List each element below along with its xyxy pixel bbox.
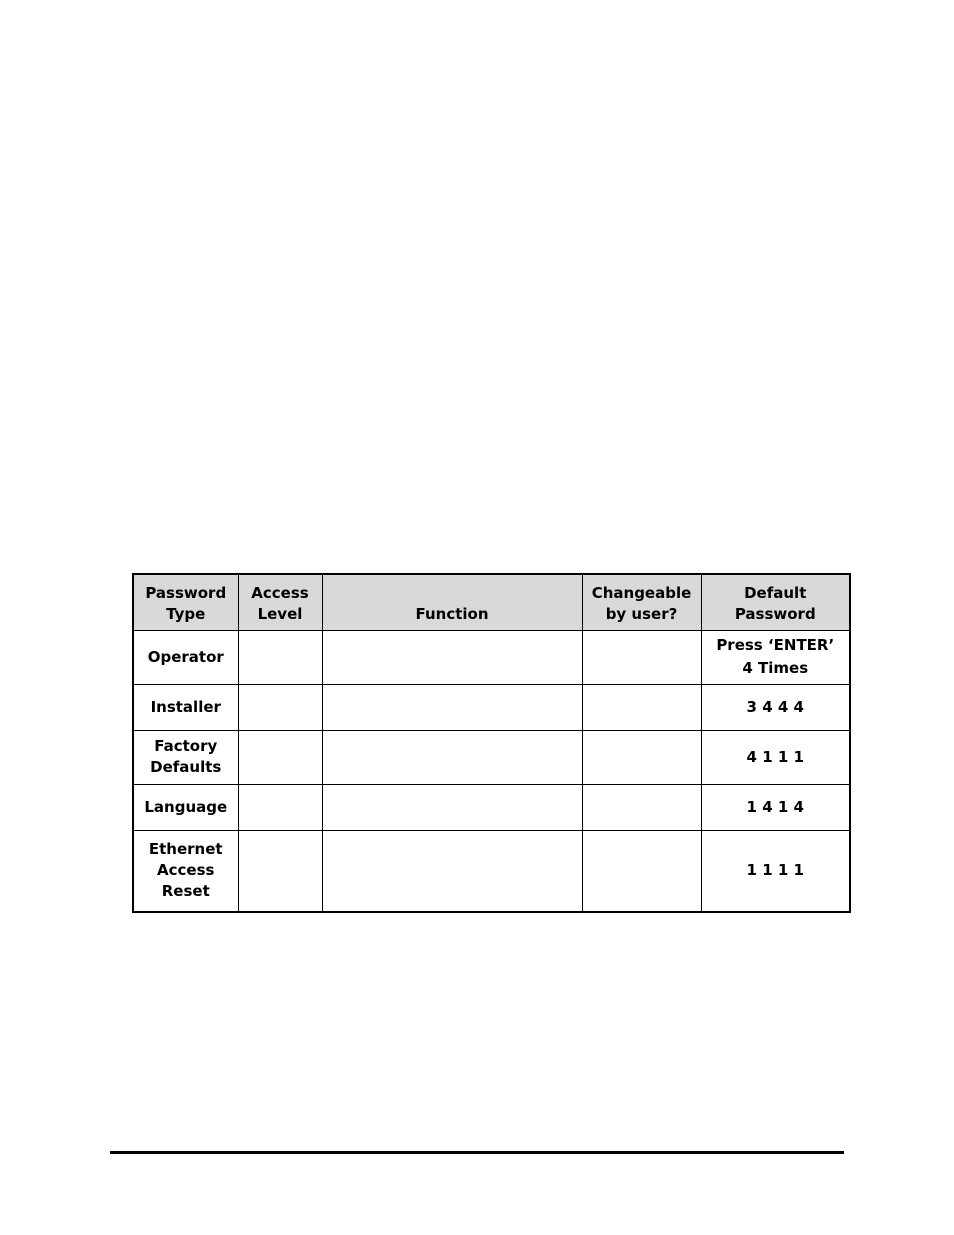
cell-password-type: Installer bbox=[133, 684, 238, 730]
footer-rule bbox=[110, 1151, 844, 1154]
cell-access-level bbox=[238, 830, 322, 912]
password-table-header bbox=[133, 574, 850, 630]
cell-default-password: 1 4 1 4 bbox=[701, 784, 850, 830]
table-row-installer bbox=[133, 684, 850, 730]
cell-changeable bbox=[582, 684, 701, 730]
cell-password-type: Language bbox=[133, 784, 238, 830]
cell-changeable bbox=[582, 830, 701, 912]
cell-function bbox=[322, 830, 582, 912]
cell-default-password: Press ‘ENTER’ 4 Times bbox=[701, 630, 850, 684]
table-row-ethernet-access-reset bbox=[133, 830, 850, 912]
header-function: Function bbox=[322, 574, 582, 630]
header-password-type: Password Type bbox=[133, 574, 238, 630]
header-changeable: Changeable by user? bbox=[582, 574, 701, 630]
header-access-level: Access Level bbox=[238, 574, 322, 630]
cell-password-type: Ethernet Access Reset bbox=[133, 830, 238, 912]
password-table bbox=[132, 573, 851, 913]
cell-default-password: 4 1 1 1 bbox=[701, 730, 850, 784]
cell-function bbox=[322, 784, 582, 830]
table-row-factory-defaults bbox=[133, 730, 850, 784]
cell-access-level bbox=[238, 630, 322, 684]
cell-password-type: Factory Defaults bbox=[133, 730, 238, 784]
password-table-body bbox=[133, 630, 850, 912]
table-row-language bbox=[133, 784, 850, 830]
cell-access-level bbox=[238, 684, 322, 730]
cell-function bbox=[322, 730, 582, 784]
cell-access-level bbox=[238, 784, 322, 830]
header-default-password: Default Password bbox=[701, 574, 850, 630]
cell-changeable bbox=[582, 730, 701, 784]
cell-access-level bbox=[238, 730, 322, 784]
table-row-operator bbox=[133, 630, 850, 684]
cell-default-password: 1 1 1 1 bbox=[701, 830, 850, 912]
cell-password-type: Operator bbox=[133, 630, 238, 684]
cell-default-password: 3 4 4 4 bbox=[701, 684, 850, 730]
cell-function bbox=[322, 630, 582, 684]
cell-function bbox=[322, 684, 582, 730]
cell-changeable bbox=[582, 630, 701, 684]
header-row bbox=[133, 574, 850, 630]
cell-changeable bbox=[582, 784, 701, 830]
